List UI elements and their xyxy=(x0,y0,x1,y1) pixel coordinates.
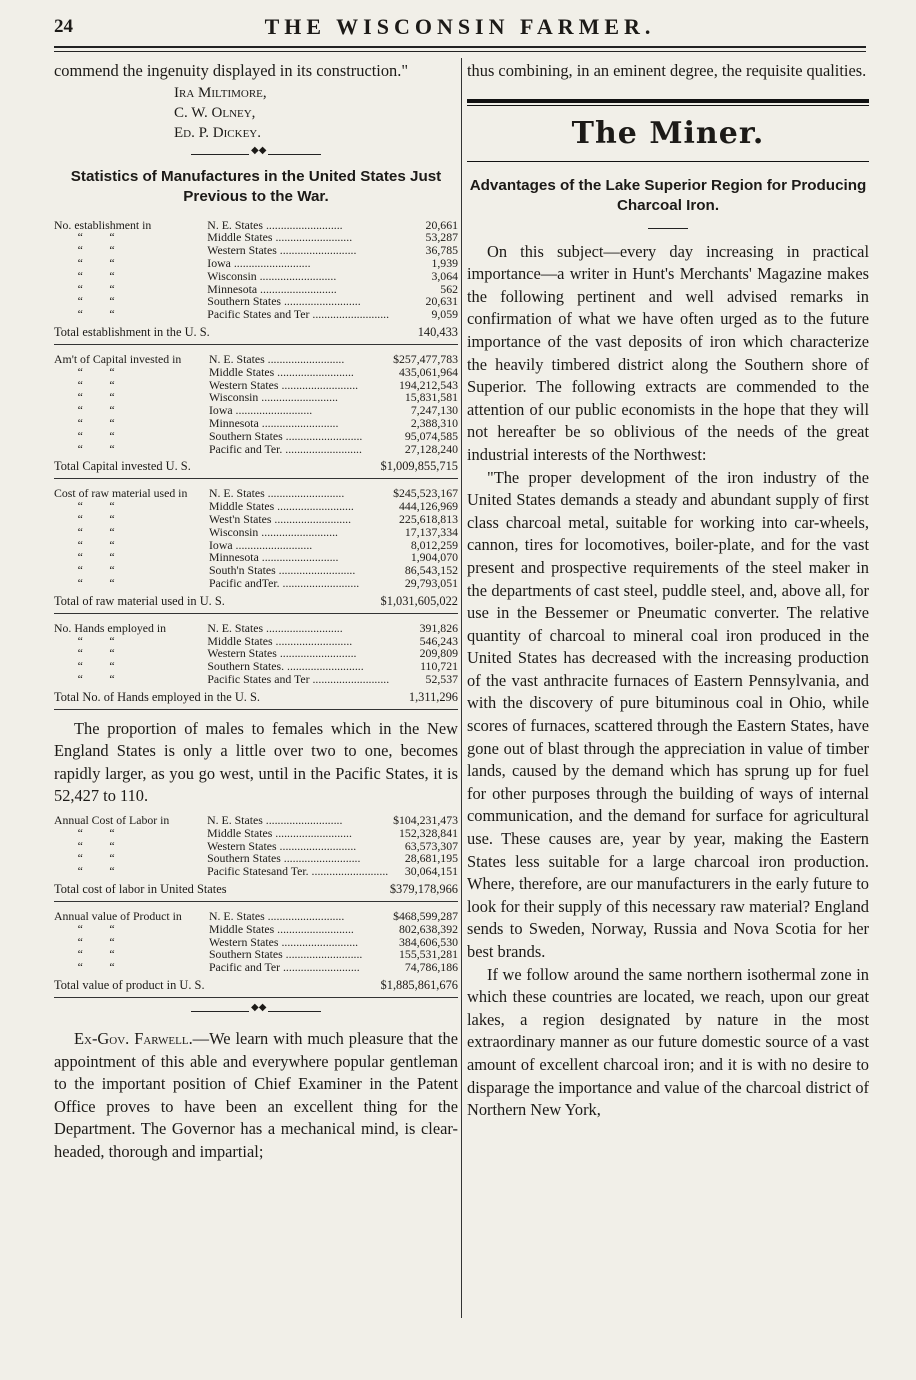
hands-total xyxy=(54,686,458,710)
signatures xyxy=(54,83,458,143)
region-label: Pacific Statesand Ter. xyxy=(207,865,309,879)
region-label: Southern States xyxy=(209,429,283,443)
row-prefix: Annual Cost of Labor in xyxy=(54,813,170,828)
ornament-divider: ◆◆ xyxy=(191,151,321,159)
row-value: 1,939 xyxy=(431,255,458,270)
row-region: N. E. States .......................... xyxy=(209,910,345,923)
table-row xyxy=(54,660,458,673)
row-prefix: “ “ xyxy=(54,646,115,661)
row-region: Iowa .......................... xyxy=(207,256,311,270)
row-region: Middle States .......................... xyxy=(209,922,354,936)
table-row xyxy=(54,577,458,590)
continuation-text: thus combining, in an eminent degree, the requisite qualities. xyxy=(467,61,867,80)
region-label: Iowa xyxy=(209,538,233,552)
row-region: Minnesota .......................... xyxy=(209,551,339,565)
region-label: Pacific and Ter xyxy=(209,961,281,975)
region-label: Middle States xyxy=(209,365,275,379)
stats-title: Statistics of Manufactures in the United States Just Previous to the War. xyxy=(70,167,442,205)
row-region: Wisconsin .......................... xyxy=(209,525,338,539)
row-prefix: “ “ xyxy=(54,671,115,686)
row-prefix: “ “ xyxy=(54,934,115,949)
row-prefix: No. Hands employed in xyxy=(54,620,167,635)
row-prefix: “ “ xyxy=(54,377,115,392)
row-value: 1,904,070 xyxy=(410,550,458,565)
row-region: Pacific and Ter. .......................... xyxy=(209,442,362,456)
row-prefix: “ “ xyxy=(54,633,115,648)
article-paragraph-2: "The proper development of the iron industry of the United States demands a steady and abundant supply of first class charcoal metal, suitable for working into car-wheels, cannon, tires for locomotives, boiler-plate, and for the vast present and prospective requirements of the steel maker in the departments of cast steel, puddle steel, and, above all, for use in the Bessemer or Pneumatic converter. The relative quantity of charcoal to mineral coal iron produced in the United States has decreased with the increasing production of the vast anthracite furnaces of Eastern Pennsylvania, and with the discovery of pure bituminous coal in Ohio, while scores of furnaces, scattered through the Eastern States, have gone out of blast through the appreciation in value of timber lands, caused by the demand which has sprung up for fuel for other purposes through the building of ways of internal communication, and the demand for surface for agricultural use. These causes are, year by year, making the Eastern States less suitable for a large charcoal iron production. Where, therefore, are our manufacturers in the early future to look for their supply of this necessary raw material? England sends to Sweden, Norway, Russia and Nova Scotia for her best brands. xyxy=(467,467,869,961)
row-region: Minnesota .......................... xyxy=(207,282,337,296)
row-prefix: “ “ xyxy=(54,268,115,283)
table-row xyxy=(54,353,458,366)
row-value: 95,074,585 xyxy=(404,428,458,443)
region-label: Pacific States and Ter xyxy=(207,672,310,686)
article-title: Advantages of the Lake Superior Region for Producing Charcoal Iron. xyxy=(469,176,867,214)
row-region: West'n States .......................... xyxy=(209,512,352,526)
row-value: 3,064 xyxy=(431,268,458,283)
row-region: Southern States .......................... xyxy=(207,852,361,866)
establishments-total xyxy=(54,321,458,345)
row-value: 20,661 xyxy=(425,217,458,232)
row-region: N. E. States .......................... xyxy=(209,352,345,366)
row-prefix: “ “ xyxy=(54,307,115,322)
row-prefix: Cost of raw material used in xyxy=(54,486,188,501)
row-prefix: “ “ xyxy=(54,441,115,456)
row-value: 2,388,310 xyxy=(410,415,458,430)
row-region: Western States .......................... xyxy=(209,378,359,392)
row-region: Pacific and Ter .......................... xyxy=(209,961,360,975)
section-rule-thin xyxy=(467,105,869,106)
table-row xyxy=(54,308,458,321)
region-label: Pacific States and Ter xyxy=(207,308,310,321)
region-label: Minnesota xyxy=(209,551,259,565)
total-label: Total Capital invested U. S. xyxy=(54,459,191,474)
row-prefix: “ “ xyxy=(54,537,115,552)
publication-title: THE WISCONSIN FARMER. xyxy=(264,14,656,39)
section-heading: The Miner. xyxy=(571,115,765,151)
row-prefix: Annual value of Product in xyxy=(54,909,182,924)
region-label: Southern States xyxy=(207,852,281,866)
statistics-tables xyxy=(54,219,458,710)
region-label: N. E. States xyxy=(207,218,263,232)
row-prefix: “ “ xyxy=(54,364,115,379)
region-label: Southern States. xyxy=(207,660,285,673)
labor-total xyxy=(54,878,458,902)
row-region: Middle States .......................... xyxy=(209,500,354,513)
row-prefix: “ “ xyxy=(54,403,115,418)
row-value: 8,012,259 xyxy=(410,537,458,552)
row-region: Minnesota .......................... xyxy=(209,416,339,430)
header-rule-bottom xyxy=(54,51,866,52)
row-value: 63,573,307 xyxy=(404,838,458,853)
row-value: 802,638,392 xyxy=(399,921,458,936)
row-value: 29,793,051 xyxy=(404,575,458,590)
row-prefix: “ “ xyxy=(54,230,115,245)
region-label: Iowa xyxy=(209,404,233,417)
table-row xyxy=(54,366,458,379)
table-row xyxy=(54,673,458,686)
row-value: 444,126,969 xyxy=(399,499,458,514)
row-prefix: “ “ xyxy=(54,390,115,405)
raw_material-total xyxy=(54,590,458,614)
region-label: Minnesota xyxy=(207,282,258,296)
row-prefix: “ “ xyxy=(54,550,115,565)
row-prefix: “ “ xyxy=(54,415,115,430)
total-value: $1,009,855,715 xyxy=(380,459,458,474)
region-label: Iowa xyxy=(207,256,231,270)
signature-3: Ed. P. Dickey. xyxy=(174,124,261,141)
row-region: Middle States .......................... xyxy=(207,231,353,245)
table-row xyxy=(54,270,458,283)
region-label: Wisconsin xyxy=(209,525,259,539)
proportion-paragraph: The proportion of males to females which in the New England States is only a little over two to one, becomes rapidly larger, as you go west, until in the Pacific States, it is 52,427 to 110. xyxy=(54,718,458,806)
row-value: $468,599,287 xyxy=(393,909,458,924)
ornament-divider-2: ◆◆ xyxy=(191,1008,321,1016)
raw_material-table xyxy=(54,487,458,613)
row-value: 28,681,195 xyxy=(404,851,458,866)
row-region: Pacific States and Ter .......................... xyxy=(207,308,390,321)
table-row xyxy=(54,961,458,974)
row-prefix: “ “ xyxy=(54,563,115,578)
row-prefix: “ “ xyxy=(54,294,115,309)
row-region: Western States .......................... xyxy=(209,935,359,949)
row-value: 384,606,530 xyxy=(399,934,458,949)
article-paragraph-1: On this subject—every day increasing in practical importance—a writer in Hunt's Merchants' Magazine makes the following pertinent and well advised remarks in confirmation of what we have often urged as to the future importance of the vast deposits of iron which characterize the heavily timbered district along the Southern shore of Superior. The following extracts are commended to the attention of our public economists in the hope that they will not hereafter be so oblivious of the needs of the great industrial interests of the Northwest: xyxy=(467,241,869,464)
row-region: Middle States .......................... xyxy=(209,365,354,379)
region-label: Pacific and Ter. xyxy=(209,442,283,456)
row-region: N. E. States .......................... xyxy=(207,621,343,635)
row-value: $257,477,783 xyxy=(393,351,458,366)
row-value: 17,137,334 xyxy=(404,524,458,539)
row-value: 20,631 xyxy=(425,294,458,309)
labor-table xyxy=(54,814,458,902)
row-prefix: “ “ xyxy=(54,428,115,443)
total-value: $1,031,605,022 xyxy=(380,593,458,608)
row-value: 225,618,813 xyxy=(399,511,458,526)
row-value: 7,247,130 xyxy=(410,403,458,418)
row-region: N. E. States .......................... xyxy=(207,814,343,827)
row-value: 562 xyxy=(440,281,458,296)
row-value: 435,061,964 xyxy=(399,364,458,379)
capital-total xyxy=(54,455,458,479)
row-region: Pacific Statesand Ter. .......................... xyxy=(207,865,389,879)
row-value: 74,786,186 xyxy=(404,960,458,975)
table-row xyxy=(54,827,458,840)
row-region: Western States .......................... xyxy=(207,244,357,257)
row-region: N. E. States .......................... xyxy=(207,218,343,232)
row-prefix: “ “ xyxy=(54,960,115,975)
row-prefix: “ “ xyxy=(54,659,115,674)
row-value: $104,231,473 xyxy=(393,813,458,828)
farwell-lead: Ex-Gov. Farwell. xyxy=(74,1029,193,1049)
row-region: Iowa .......................... xyxy=(209,538,313,552)
table-row xyxy=(54,814,458,827)
row-prefix: “ “ xyxy=(54,575,115,590)
region-label: N. E. States xyxy=(207,621,264,635)
table-row xyxy=(54,513,458,526)
row-region: N. E. States .......................... xyxy=(209,487,345,501)
region-label: Southern States xyxy=(207,295,282,309)
row-region: Southern States. .......................... xyxy=(207,660,364,673)
row-region: Southern States .......................... xyxy=(207,295,361,309)
region-label: N. E. States xyxy=(209,352,265,366)
row-region: Pacific andTer. .......................... xyxy=(209,576,360,590)
row-value: 15,831,581 xyxy=(404,390,458,405)
row-region: Southern States .......................... xyxy=(209,948,363,962)
region-label: Middle States xyxy=(207,231,273,245)
region-label: N. E. States xyxy=(209,910,265,923)
row-value: 86,543,152 xyxy=(404,563,458,578)
capital-table xyxy=(54,353,458,479)
table-row xyxy=(54,564,458,577)
region-label: Minnesota xyxy=(209,416,259,430)
signature-1: Ira Miltimore, xyxy=(174,84,267,101)
page-number: 24 xyxy=(54,16,73,37)
total-value: $1,885,861,676 xyxy=(380,978,458,993)
row-prefix: “ “ xyxy=(54,851,115,866)
farwell-text: —We learn with much pleasure that the appointment of this able and everywhere popular gentleman to the important position of Chief Examiner in the Patent Office proves to have been an excellent thing for the Department. The Governor has a mechanical mind, is clear-headed, thorough and impartial; xyxy=(54,1029,458,1162)
row-value: 546,243 xyxy=(419,633,458,648)
row-prefix: “ “ xyxy=(54,921,115,936)
region-label: N. E. States xyxy=(207,814,263,827)
row-region: Western States .......................... xyxy=(207,647,357,661)
product-total xyxy=(54,974,458,998)
region-label: Middle States xyxy=(207,634,273,648)
total-value: 140,433 xyxy=(417,324,458,339)
section-rule-thick xyxy=(467,99,869,103)
row-value: 52,537 xyxy=(425,671,458,686)
region-label: Pacific andTer. xyxy=(209,576,280,590)
total-label: Total of raw material used in U. S. xyxy=(54,593,225,608)
table-row xyxy=(54,417,458,430)
row-value: 110,721 xyxy=(420,659,458,674)
left-column xyxy=(54,60,458,1164)
row-region: Iowa .......................... xyxy=(209,404,313,417)
row-value: 27,128,240 xyxy=(404,441,458,456)
page-header xyxy=(54,14,866,42)
region-label: Wisconsin xyxy=(209,391,259,405)
table-row xyxy=(54,526,458,539)
row-prefix: “ “ xyxy=(54,511,115,526)
column-divider xyxy=(461,58,462,1318)
table-row xyxy=(54,430,458,443)
region-label: Middle States xyxy=(207,826,273,840)
region-label: Middle States xyxy=(209,922,275,936)
region-label: Wisconsin xyxy=(207,269,257,283)
row-region: South'n States .......................... xyxy=(209,564,356,577)
region-label: West'n States xyxy=(209,512,272,526)
establishments-table xyxy=(54,219,458,345)
row-value: 155,531,281 xyxy=(399,947,458,962)
header-rule-top xyxy=(54,46,866,48)
row-region: Southern States .......................... xyxy=(209,429,363,443)
total-label: Total No. of Hands employed in the U. S. xyxy=(54,689,260,704)
row-region: Wisconsin .......................... xyxy=(209,391,338,405)
row-region: Pacific States and Ter .......................... xyxy=(207,672,390,686)
row-region: Wisconsin .......................... xyxy=(207,269,337,283)
section-rule-under xyxy=(467,161,869,162)
row-prefix: “ “ xyxy=(54,243,115,258)
row-prefix: “ “ xyxy=(54,281,115,296)
signature-2: C. W. Olney, xyxy=(174,104,256,121)
statistics-tables-2 xyxy=(54,814,458,998)
row-value: 391,826 xyxy=(419,620,458,635)
farwell-paragraph xyxy=(54,1028,458,1164)
row-region: Middle States .......................... xyxy=(207,634,353,648)
row-value: 30,064,151 xyxy=(404,864,458,879)
row-prefix: “ “ xyxy=(54,864,115,879)
right-column xyxy=(467,60,869,1122)
table-row xyxy=(54,622,458,635)
row-value: 152,328,841 xyxy=(399,825,458,840)
region-label: Middle States xyxy=(209,500,275,513)
article-paragraph-3: If we follow around the same northern isothermal zone in which these countries are located, we reach, upon our great lakes, a region designated by nature in the most extraordinary manner as our future domestic source of a vast amount of excellent charcoal iron; and it is with no desire to disparage the importance and value of the charcoal district of Northern New York, xyxy=(467,964,869,1120)
region-label: Western States xyxy=(207,647,277,661)
region-label: Western States xyxy=(209,935,279,949)
row-prefix: No. establishment in xyxy=(54,217,152,232)
row-value: 209,809 xyxy=(419,646,458,661)
row-region: Western States .......................... xyxy=(207,839,357,853)
table-row xyxy=(54,257,458,270)
row-value: 36,785 xyxy=(425,243,458,258)
total-value: 1,311,296 xyxy=(408,689,458,704)
region-label: N. E. States xyxy=(209,487,265,501)
total-value: $379,178,966 xyxy=(389,882,458,897)
hands-table xyxy=(54,622,458,710)
total-label: Total value of product in U. S. xyxy=(54,978,205,993)
total-label: Total cost of labor in United States xyxy=(54,882,227,897)
region-label: Southern States xyxy=(209,948,283,962)
row-value: $245,523,167 xyxy=(393,486,458,501)
region-label: Western States xyxy=(207,839,277,853)
row-prefix: “ “ xyxy=(54,499,115,514)
row-value: 9,059 xyxy=(431,307,458,322)
intro-text: commend the ingenuity displayed in its construction." xyxy=(54,61,409,80)
row-value: 53,287 xyxy=(425,230,458,245)
row-prefix: Am't of Capital invested in xyxy=(54,351,182,366)
row-prefix: “ “ xyxy=(54,524,115,539)
total-label: Total establishment in the U. S. xyxy=(54,324,210,339)
table-row xyxy=(54,910,458,923)
row-prefix: “ “ xyxy=(54,947,115,962)
title-rule xyxy=(648,228,688,229)
table-row xyxy=(54,923,458,936)
row-prefix: “ “ xyxy=(54,838,115,853)
product-table xyxy=(54,910,458,998)
row-value: 194,212,543 xyxy=(399,377,458,392)
row-prefix: “ “ xyxy=(54,825,115,840)
region-label: Western States xyxy=(207,244,277,257)
row-region: Middle States .......................... xyxy=(207,826,352,840)
row-prefix: “ “ xyxy=(54,255,115,270)
table-row xyxy=(54,865,458,878)
region-label: Western States xyxy=(209,378,279,392)
region-label: South'n States xyxy=(209,564,276,577)
table-row xyxy=(54,443,458,456)
